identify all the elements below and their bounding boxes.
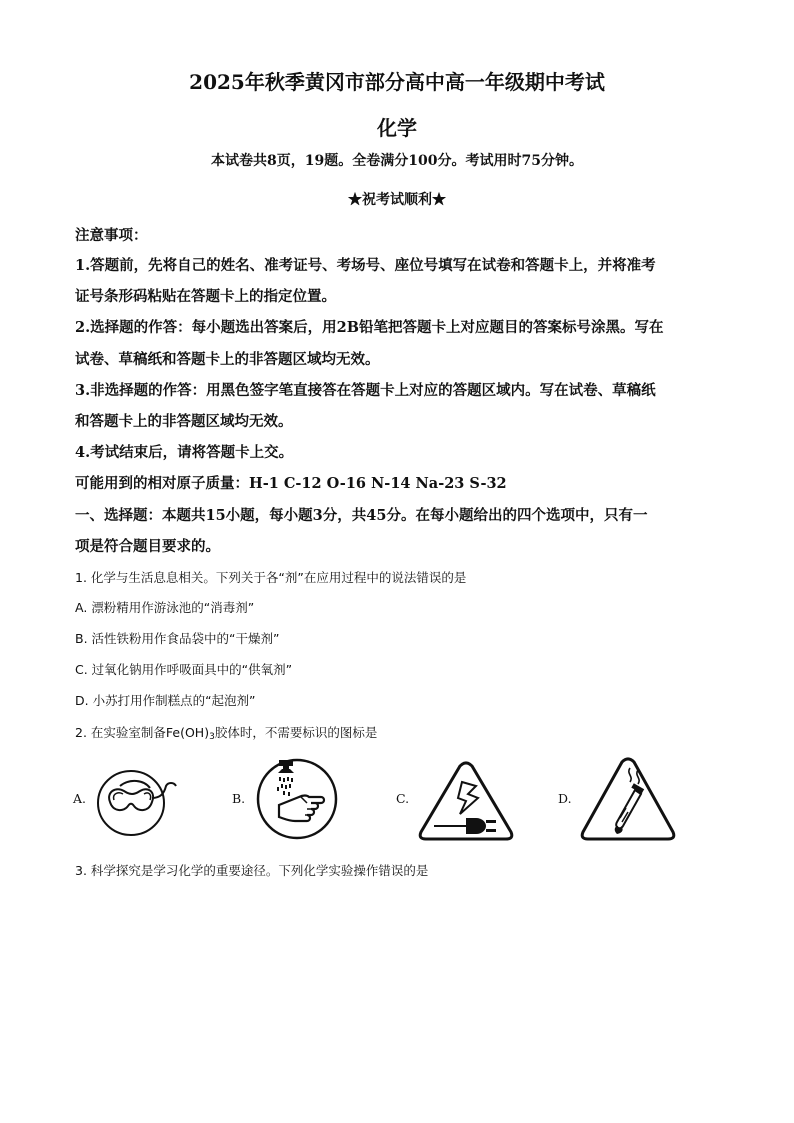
question-2-stem-post: 胶体时，不需要标识的图标是 [214, 725, 378, 740]
section-heading: 一、选择题：本题共15小题，每小题3分，共45分。在每小题给出的四个选项中，只有一 [75, 507, 648, 524]
exam-title: 2025年秋季黄冈市部分高中高一年级期中考试 [189, 70, 605, 94]
notes-heading: 注意事项： [75, 227, 148, 244]
note-line: 和答题卡上的非答题区域均无效。 [75, 413, 293, 430]
note-line: 4.考试结束后，请将答题卡上交。 [75, 444, 294, 461]
hand-wash-icon [255, 757, 339, 841]
exam-wish: ★祝考试顺利★ [348, 192, 446, 208]
question-1-option-c: C. 过氧化钠用作呼吸面具中的“供氧剂” [75, 662, 293, 677]
question-2-stem [75, 723, 377, 742]
exam-info: 本试卷共8页，19题。全卷满分100分。考试用时75分钟。 [211, 153, 583, 169]
section-heading-cont: 项是符合题目要求的。 [75, 538, 220, 555]
question-1-option-a: A. 漂粉精用作游泳池的“消毒剂” [75, 600, 255, 615]
note-line: 试卷、草稿纸和答题卡上的非答题区域均无效。 [75, 351, 380, 368]
question-2-option-b-label: B. [232, 791, 246, 806]
note-line: 2.选择题的作答：每小题选出答案后，用2B铅笔把答题卡上对应题目的答案标号涂黑。写在 [75, 319, 664, 336]
hot-test-tube-icon [578, 756, 678, 842]
question-2-option-d-label: D. [558, 791, 572, 806]
question-2-stem-pre: 2. 在实验室制备Fe(OH) [75, 725, 210, 740]
question-2-stem-subscript: 3 [209, 732, 215, 742]
question-3-stem: 3. 科学探究是学习化学的重要途径。下列化学实验操作错误的是 [75, 863, 429, 878]
note-line: 证号条形码粘贴在答题卡上的指定位置。 [75, 288, 336, 305]
question-1-option-b: B. 活性铁粉用作食品袋中的“干燥剂” [75, 631, 280, 646]
question-2-option-a-label: A. [73, 791, 87, 806]
question-1-option-d: D. 小苏打用作制糕点的“起泡剂” [75, 693, 256, 708]
goggles-icon [94, 764, 180, 840]
atomic-masses: 可能用到的相对原子质量：H-1 C-12 O-16 N-14 Na-23 S-32 [75, 475, 507, 492]
question-2-option-c-label: C. [396, 791, 410, 806]
question-1-stem: 1. 化学与生活息息相关。下列关于各“剂”在应用过程中的说法错误的是 [75, 570, 467, 585]
note-line: 1.答题前，先将自己的姓名、准考证号、考场号、座位号填写在试卷和答题卡上，并将准考 [75, 257, 656, 274]
subject-title: 化学 [377, 116, 417, 140]
note-line: 3.非选择题的作答：用黑色签字笔直接答在答题卡上对应的答题区域内。写在试卷、草稿纸 [75, 382, 656, 399]
electrical-hazard-icon [416, 760, 516, 842]
